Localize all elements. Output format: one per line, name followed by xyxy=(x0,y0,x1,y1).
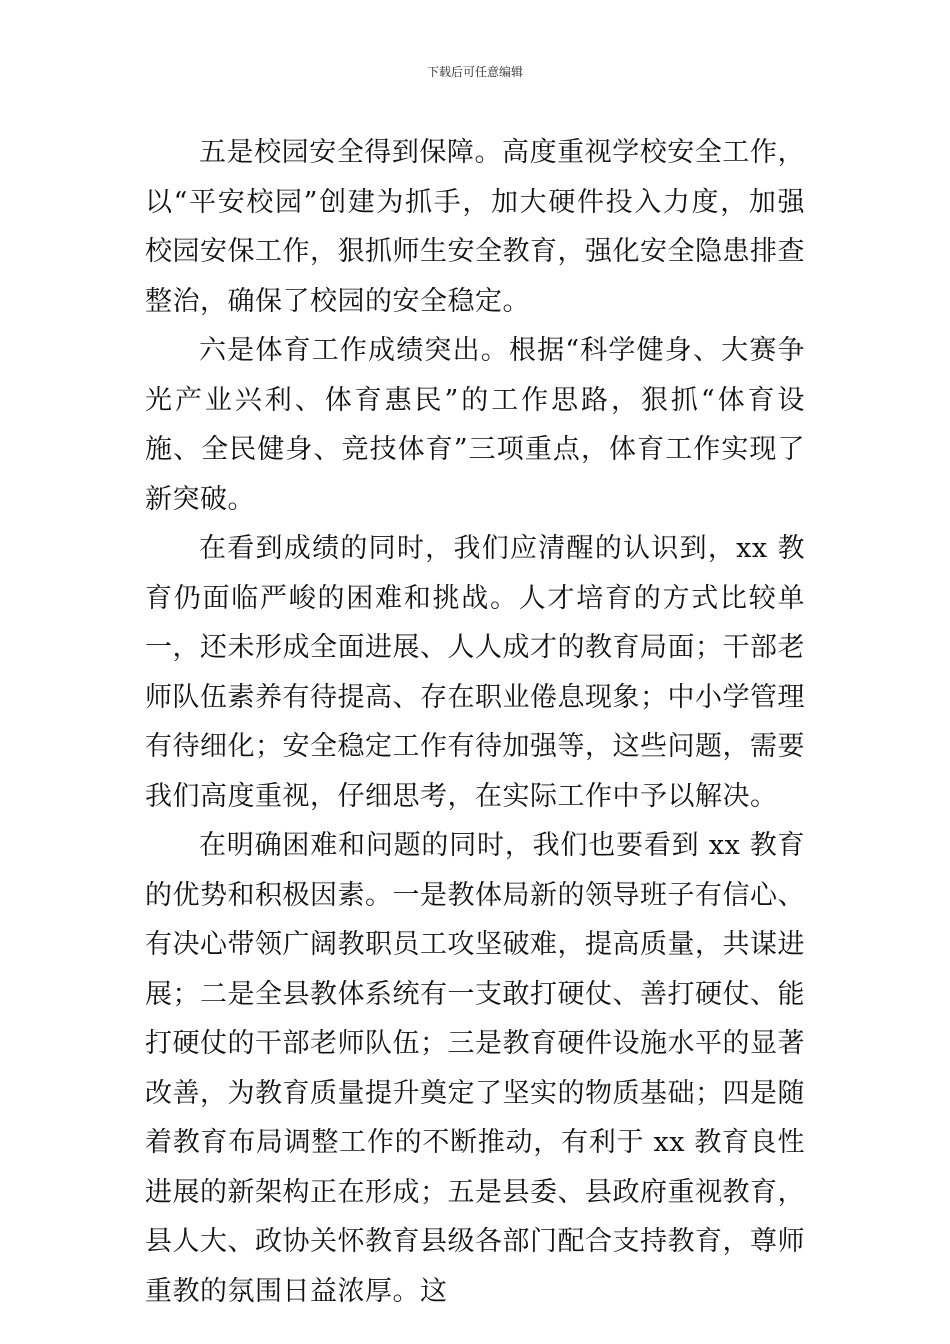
document-body xyxy=(145,128,805,1316)
page-header: 下载后可任意编辑 xyxy=(426,65,523,79)
paragraph-sports-work: 六是体育工作成绩突出。根据“科学健身、大赛争光产业兴利、体育惠民”的工作思路，狠抓“体育设施、全民健身、竞技体育”三项重点，体育工作实现了新突破。 xyxy=(145,335,805,515)
paragraph-challenges: 在看到成绩的同时，我们应清醒的认识到，xx 教育仍面临严峻的困难和挑战。人才培育的方式比较单一，还未形成全面进展、人人成才的教育局面；干部老师队伍素养有待提高、存在职业倦息现象；中小学管理有待细化；安全稳定工作有待加强等，这些问题，需要我们高度重视，仔细思考，在实际工作中予以解决。 xyxy=(145,533,805,812)
paragraph-advantages: 在明确困难和问题的同时，我们也要看到 xx 教育的优势和积极因素。一是教体局新的领导班子有信心、有决心带领广阔教职员工攻坚破难，提高质量，共谋进展；二是全县教体系统有一支敢打硬仗、善打硬仗、能打硬仗的干部老师队伍；三是教育硬件设施水平的显著改善，为教育质量提升奠定了坚实的物质基础；四是随着教育布局调整工作的不断推动，有利于 xx 教育良性进展的新架构正在形成；五是县委、县政府重视教育，县人大、政协关怀教育县级各部门配合支持教育，尊师重教的氛围日益浓厚。这 xyxy=(145,830,805,1307)
paragraph-campus-safety: 五是校园安全得到保障。高度重视学校安全工作，以“平安校园”创建为抓手，加大硬件投入力度，加强校园安保工作，狠抓师生安全教育，强化安全隐患排查整治，确保了校园的安全稳定。 xyxy=(145,137,805,317)
